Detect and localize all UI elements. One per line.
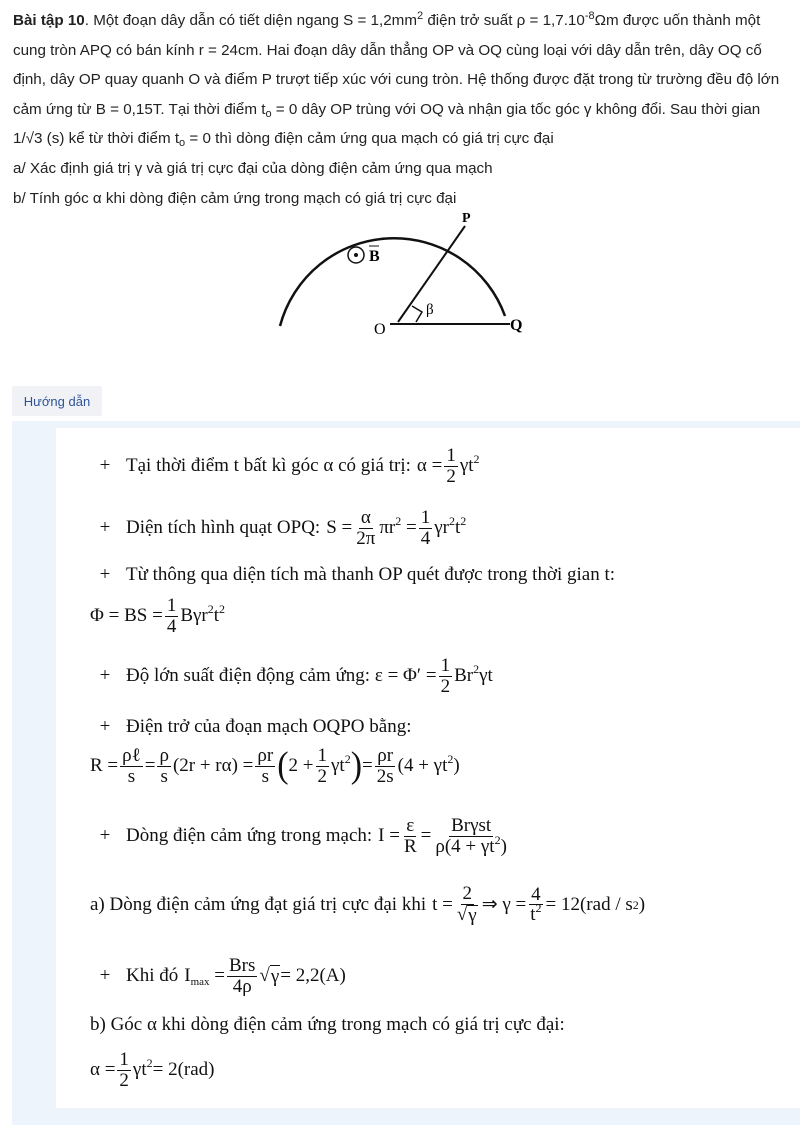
step-text: Dòng điện cảm ứng trong mạch: xyxy=(126,825,373,847)
fraction: $\frac{\text{ρℓ}}{s}$ xyxy=(122,745,141,787)
superscript: 2 xyxy=(416,10,424,22)
step-text: Từ thông qua diện tích mà thanh OP quét được trong thời gian t: xyxy=(126,564,616,585)
problem-line-5 xyxy=(13,124,793,154)
subscript: o xyxy=(179,137,186,150)
problem-text: điện trở suất ρ = 1,7.10 xyxy=(423,12,585,29)
problem-text: Ωm được uốn thành một xyxy=(594,12,761,29)
label-o: O xyxy=(374,321,386,338)
problem-text: = 0 thì dòng điện cảm ứng qua mạch có giá trị cực đại xyxy=(185,130,554,148)
step-resistance-formula xyxy=(56,746,460,787)
problem-question-a: a/ Xác định giá trị γ và giá trị cực đại của dòng điện cảm ứng qua mạch xyxy=(13,159,493,177)
bullet: + xyxy=(99,965,111,987)
step-a-max: a) Dòng điện cảm ứng đạt giá trị cực đại khi t = 2 √ γ ⇒ γ = $\frac{4}{t^2}$ = 12(rad / s 2 ) xyxy=(90,883,646,926)
formula: = 2(rad) xyxy=(152,1059,215,1081)
step-imax xyxy=(56,956,346,997)
bullet: + xyxy=(99,716,111,737)
formula: $(4 + \gamma t^2)$ xyxy=(397,752,460,777)
bullet: + xyxy=(99,455,111,477)
formula: $\gamma t^2$ xyxy=(331,752,351,777)
solution-panel xyxy=(56,428,800,1108)
arc-apq xyxy=(280,238,505,326)
step-text: a) Dòng điện cảm ứng đạt giá trị cực đại khi xyxy=(90,893,427,915)
formula: ) xyxy=(638,893,646,915)
formula: Φ = BS = xyxy=(90,605,163,627)
fraction: $\frac{\rho r}{2s}$ xyxy=(376,745,394,787)
fraction: 2 √ γ xyxy=(456,883,477,926)
formula: (2r + rα) = xyxy=(172,755,254,777)
label-b: B xyxy=(369,248,380,265)
bullet: + xyxy=(99,517,111,539)
fraction: $\frac{1}{2}$ xyxy=(119,1049,129,1091)
angle-mark xyxy=(412,306,422,322)
formula: $\gamma t^2$ xyxy=(132,1056,153,1081)
step-text: Diện tích hình quạt OPQ: xyxy=(126,517,321,539)
formula: Br$^2$γt xyxy=(454,662,493,687)
step-flux-text xyxy=(56,564,615,586)
label-p: P xyxy=(462,211,471,226)
fraction: $\frac{\rho}{s}$ xyxy=(159,745,169,787)
problem-text: . Một đoạn dây dẫn có tiết diện ngang S = 1,2mm xyxy=(84,12,417,29)
step-angle xyxy=(56,446,480,487)
formula: $I_{max}$ = xyxy=(184,965,225,989)
formula: 2 + xyxy=(288,755,314,777)
subscript: o xyxy=(265,107,272,120)
fraction: $\frac{\varepsilon}{R}$ xyxy=(403,815,417,857)
fraction: $\frac{1}{2}$ xyxy=(446,445,456,487)
formula: t = xyxy=(432,893,453,915)
fraction: $\frac{1}{2}$ xyxy=(317,745,327,787)
fraction: $\frac{1}{4}$ xyxy=(420,507,431,549)
step-resistance-text xyxy=(56,716,411,738)
formula: $\gamma r^2t^2$ xyxy=(434,514,467,539)
formula: α = xyxy=(90,1059,116,1081)
fraction: $\frac{1}{2}$ xyxy=(440,655,451,697)
problem-line-4 xyxy=(13,95,793,125)
step-text: Khi đó xyxy=(126,965,179,987)
fraction: $\frac{\rho r}{s}$ xyxy=(257,745,274,787)
formula: $B\gamma r^2t^2$ xyxy=(180,602,225,627)
formula: = 12(rad / s xyxy=(545,893,633,915)
formula: S = xyxy=(326,517,353,539)
step-text: Tại thời điểm t bất kì góc α có giá trị: xyxy=(126,455,411,477)
step-current xyxy=(56,816,511,857)
problem-line-2: cung tròn APQ có bán kính r = 24cm. Hai đoạn dây dẫn thẳng OP và OQ cùng loại với dây dẫn trên, dây OQ cố xyxy=(13,41,762,59)
step-text: b) Góc α khi dòng điện cảm ứng trong mạch có giá trị cực đại: xyxy=(90,1014,565,1035)
problem-text: = 0 dây OP trùng với OQ và nhận gia tốc góc γ không đổi. Sau thời gian xyxy=(271,100,761,118)
fraction: $\frac{\text{Brγst}}{\rho(4 + \gamma t^2)}$ xyxy=(435,815,507,857)
step-emf xyxy=(56,656,493,697)
formula: √ γ xyxy=(259,964,280,987)
step-text: Độ lớn suất điện động cảm ứng: xyxy=(126,665,371,687)
formula: = xyxy=(144,755,156,777)
formula: $\pi r^2$ = xyxy=(379,514,417,539)
problem-question-b: b/ Tính góc α khi dòng điện cảm ứng trong mạch có giá trị cực đại xyxy=(13,189,457,207)
problem-line-1 xyxy=(13,6,793,36)
paren: ) xyxy=(350,745,363,787)
formula: α = xyxy=(416,455,443,477)
paren: ( xyxy=(277,745,289,787)
bullet: + xyxy=(99,825,111,847)
step-b-text xyxy=(56,1014,565,1036)
formula: = 2,2(A) xyxy=(280,965,346,987)
formula: R = xyxy=(90,755,119,777)
problem-title: Bài tập 10 xyxy=(13,12,85,29)
formula: = xyxy=(362,755,373,777)
formula: ⇒ γ = xyxy=(481,894,527,916)
tab-huong-dan[interactable]: Hướng dẫn xyxy=(12,386,102,416)
label-beta: β xyxy=(426,302,434,318)
fraction: $\frac{4}{t^2}$ xyxy=(530,883,542,926)
label-q: Q xyxy=(510,317,523,334)
bullet: + xyxy=(99,665,111,687)
problem-text: cảm ứng từ B = 0,15T. Tại thời điểm t xyxy=(13,100,266,118)
step-text: Điện trở của đoạn mạch OQPO bằng: xyxy=(126,716,412,737)
formula: ε = Φ′ = xyxy=(370,665,437,687)
problem-text: 1/√3 (s) kể từ thời điểm t xyxy=(13,130,180,148)
fraction: $\frac{\alpha}{2\pi}$ xyxy=(356,507,376,549)
formula: I = xyxy=(378,825,400,847)
formula: $\gamma t^2$ xyxy=(459,452,480,477)
fraction: $\frac{\text{Brs}}{4\rho}$ xyxy=(229,955,256,997)
step-area xyxy=(56,508,466,549)
problem-statement xyxy=(13,6,793,213)
superscript: -8 xyxy=(584,10,595,22)
formula: = xyxy=(420,825,432,847)
problem-line-3: định, dây OP quay quanh O và điểm P trượt tiếp xúc với cung tròn. Hệ thống được đặt trong từ trường đều độ lớn xyxy=(13,71,780,89)
field-symbol-dot xyxy=(354,253,358,257)
arc-diagram xyxy=(260,206,550,346)
bullet: + xyxy=(99,564,111,585)
step-b-formula xyxy=(56,1050,215,1091)
fraction: $\frac{1}{4}$ xyxy=(166,595,177,637)
step-flux-formula xyxy=(56,596,225,637)
